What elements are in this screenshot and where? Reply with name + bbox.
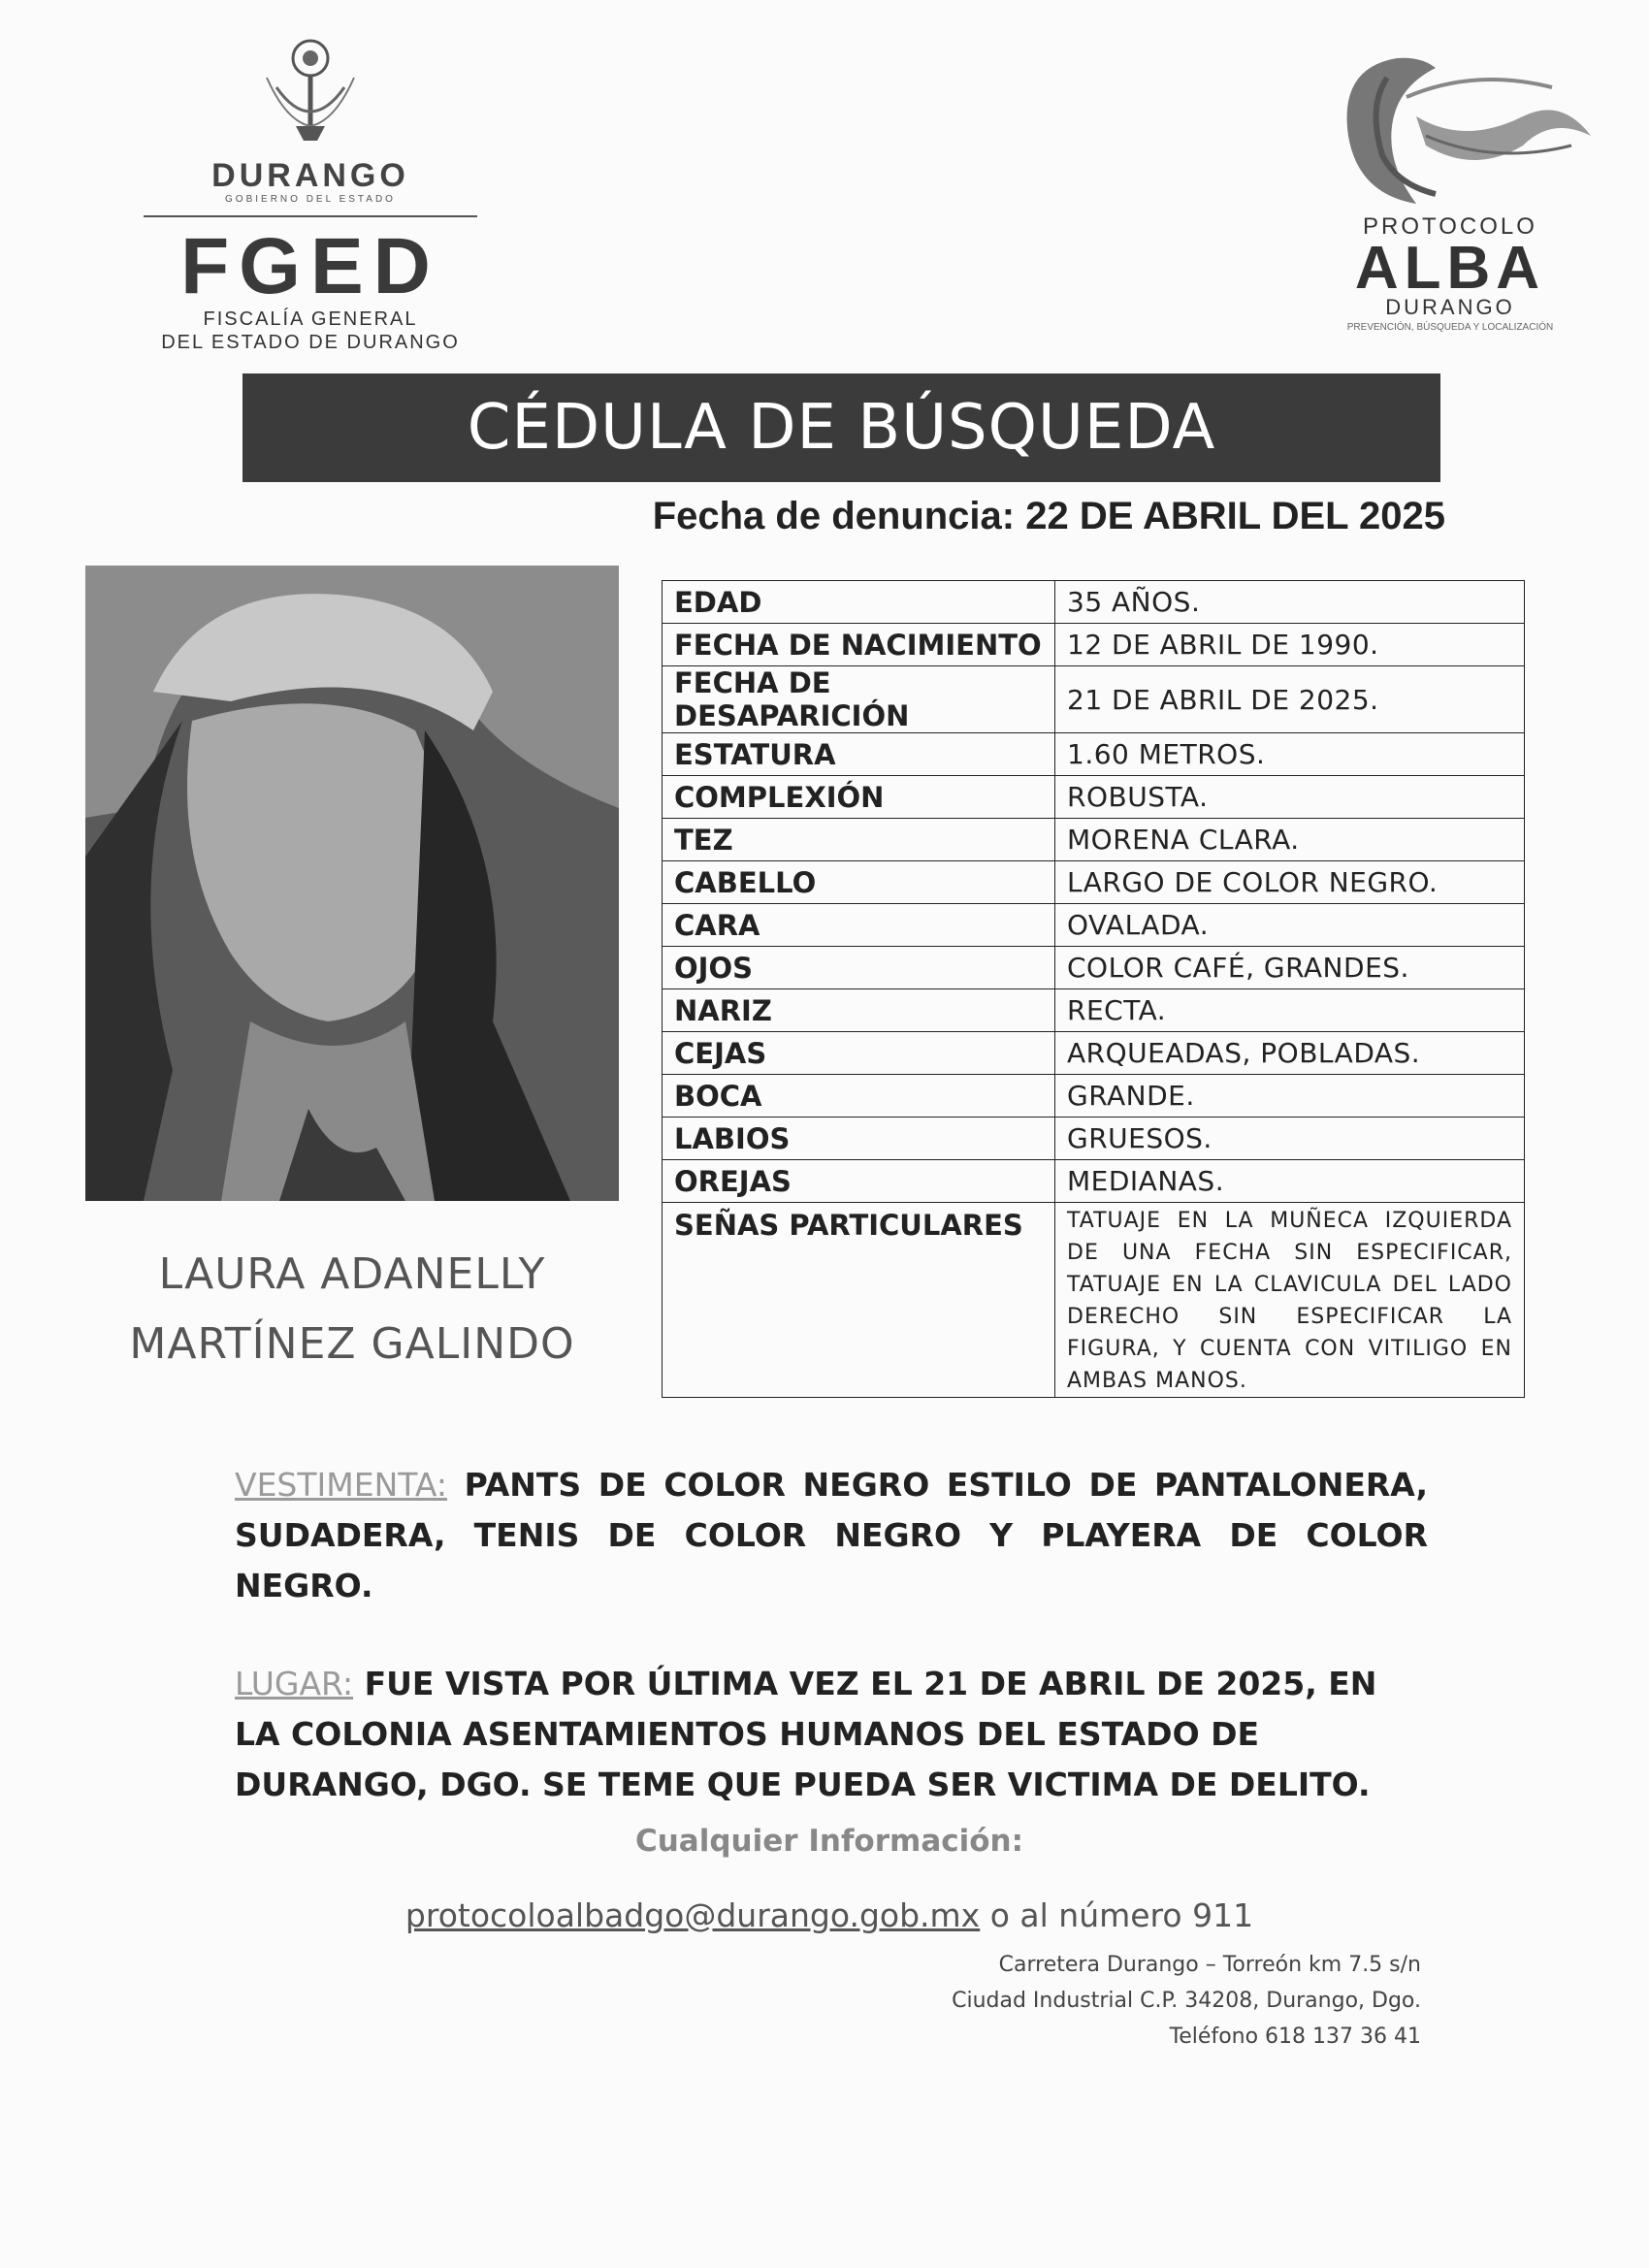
row-label: COMPLEXIÓN <box>663 776 1055 819</box>
row-value: 21 DE ABRIL DE 2025. <box>1055 666 1525 733</box>
table-row <box>663 947 1525 989</box>
table-row <box>663 666 1525 733</box>
row-label: FECHA DE NACIMIENTO <box>663 624 1055 666</box>
row-value: 12 DE ABRIL DE 1990. <box>1055 624 1525 666</box>
address-phone: Teléfono 618 137 36 41 <box>1169 2025 1421 2049</box>
row-label: CARA <box>663 904 1055 947</box>
portrait-image <box>85 566 619 1201</box>
row-value: TATUAJE EN LA MUÑECA IZQUIERDA DE UNA FECHA SIN ESPECIFICAR, TATUAJE EN LA CLAVICULA DEL LADO DERECHO SIN ESPECIFICAR LA FIGURA, Y CUENTA CON VITILIGO EN AMBAS MANOS. <box>1055 1203 1525 1398</box>
row-value: GRUESOS. <box>1055 1118 1525 1160</box>
woman-profile-icon <box>1329 49 1600 213</box>
row-label: LABIOS <box>663 1118 1055 1160</box>
row-label: NARIZ <box>663 989 1055 1032</box>
row-label: OJOS <box>663 947 1055 989</box>
details-table <box>662 580 1525 1398</box>
row-value: MORENA CLARA. <box>1055 819 1525 861</box>
table-row <box>663 581 1525 624</box>
row-value: MEDIANAS. <box>1055 1160 1525 1203</box>
row-label: BOCA <box>663 1075 1055 1118</box>
contact-email-link[interactable]: protocoloalbadgo@durango.gob.mx <box>404 1896 981 1934</box>
table-row <box>663 1075 1525 1118</box>
table-row <box>663 733 1525 776</box>
logo-divider <box>144 215 477 217</box>
contact-phone-text: o al número 911 <box>989 1896 1254 1934</box>
clothing-label: VESTIMENTA: <box>235 1466 447 1504</box>
location-label: LUGAR: <box>235 1665 354 1702</box>
address-line-2: Ciudad Industrial C.P. 34208, Durango, Dgo. <box>952 1989 1421 2013</box>
fged-name-line1: FISCALÍA GENERAL <box>203 308 418 330</box>
table-row <box>663 1118 1525 1160</box>
row-label: TEZ <box>663 819 1055 861</box>
durango-wordmark: DURANGO <box>211 157 409 194</box>
contact-heading: Cualquier Información: <box>634 1824 1024 1859</box>
row-value: GRANDE. <box>1055 1075 1525 1118</box>
contact-line <box>233 1896 1426 1934</box>
row-label: ESTATURA <box>663 733 1055 776</box>
table-row <box>663 776 1525 819</box>
fged-name-line2: DEL ESTADO DE DURANGO <box>161 332 460 353</box>
clothing-description <box>235 1460 1428 1611</box>
protocolo-alba-logo <box>1300 49 1600 340</box>
row-label: OREJAS <box>663 1160 1055 1203</box>
row-value: COLOR CAFÉ, GRANDES. <box>1055 947 1525 989</box>
person-name-first: LAURA ADANELLY <box>158 1249 546 1299</box>
protocolo-word: PROTOCOLO <box>1363 213 1537 240</box>
table-row <box>663 1160 1525 1203</box>
address-line-1: Carretera Durango – Torreón km 7.5 s/n <box>998 1953 1421 1977</box>
row-value: 1.60 METROS. <box>1055 733 1525 776</box>
state-emblem-icon <box>257 29 364 146</box>
row-value: ARQUEADAS, POBLADAS. <box>1055 1032 1525 1075</box>
table-row <box>663 1203 1525 1398</box>
table-row <box>663 904 1525 947</box>
fged-logo <box>136 29 485 353</box>
alba-word: ALBA <box>1354 235 1546 302</box>
table-row <box>663 1032 1525 1075</box>
document-title: CÉDULA DE BÚSQUEDA <box>242 373 1440 482</box>
missing-person-photo <box>85 566 619 1201</box>
row-value: OVALADA. <box>1055 904 1525 947</box>
report-date: Fecha de denuncia: 22 DE ABRIL DEL 2025 <box>652 495 1445 537</box>
fged-acronym: FGED <box>180 222 440 310</box>
row-value: 35 AÑOS. <box>1055 581 1525 624</box>
row-value: ROBUSTA. <box>1055 776 1525 819</box>
row-label: CEJAS <box>663 1032 1055 1075</box>
row-label: FECHA DE DESAPARICIÓN <box>663 666 1055 733</box>
row-value: LARGO DE COLOR NEGRO. <box>1055 861 1525 904</box>
row-label: EDAD <box>663 581 1055 624</box>
gobierno-subtitle: GOBIERNO DEL ESTADO <box>225 194 396 205</box>
table-row <box>663 861 1525 904</box>
row-value: RECTA. <box>1055 989 1525 1032</box>
alba-subtitle: PREVENCIÓN, BÚSQUEDA Y LOCALIZACIÓN <box>1346 322 1554 333</box>
table-row <box>663 624 1525 666</box>
clothing-text: PANTS DE COLOR NEGRO ESTILO DE PANTALONERA, SUDADERA, TENIS DE COLOR NEGRO Y PLAYERA DE COLOR NEGRO. <box>235 1466 1428 1604</box>
alba-durango-word: DURANGO <box>1385 295 1515 319</box>
table-row <box>663 989 1525 1032</box>
location-description <box>235 1659 1428 1810</box>
table-row <box>663 819 1525 861</box>
person-name-last: MARTÍNEZ GALINDO <box>129 1319 575 1369</box>
row-label: SEÑAS PARTICULARES <box>663 1203 1055 1398</box>
location-text: FUE VISTA POR ÚLTIMA VEZ EL 21 DE ABRIL DE 2025, EN LA COLONIA ASENTAMIENTOS HUMANOS DEL ESTADO DE DURANGO, DGO. SE TEME QUE PUEDA SER VICTIMA DE DELITO. <box>235 1665 1377 1803</box>
row-label: CABELLO <box>663 861 1055 904</box>
